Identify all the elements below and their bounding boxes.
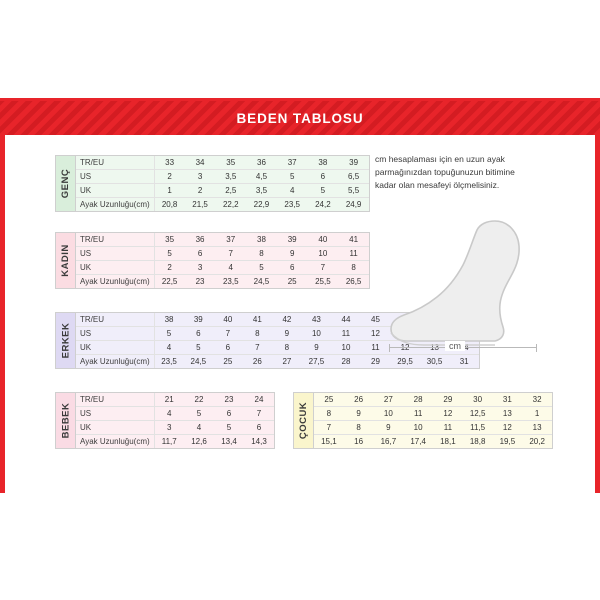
table-row — [76, 233, 369, 247]
cell: 26 — [344, 393, 374, 407]
cell: 2,5 — [215, 184, 246, 198]
cell: 9 — [277, 247, 308, 261]
cell: 5 — [184, 407, 214, 421]
cell: 39 — [184, 313, 214, 327]
table-side-label-text: ÇOCUK — [298, 401, 309, 440]
table-side-label-cocuk — [294, 393, 314, 448]
table-row — [76, 170, 369, 184]
cell: 32 — [522, 393, 552, 407]
table-side-label-erkek — [56, 313, 76, 368]
cell: 31 — [459, 356, 469, 366]
table-row — [314, 393, 552, 407]
cell: 6 — [213, 341, 243, 355]
cell: 35 — [154, 233, 185, 247]
cell: 4 — [277, 184, 308, 198]
cell: 23,5 — [161, 356, 177, 366]
cell: 10 — [374, 407, 404, 421]
row-label: Ayak Uzunluğu(cm) — [76, 197, 154, 211]
table-block-cocuk — [293, 392, 553, 449]
table-side-label-text: BEBEK — [60, 402, 72, 439]
cell: 28 — [403, 393, 433, 407]
cell: 9 — [374, 421, 404, 435]
cell: 5 — [184, 341, 214, 355]
row-label: UK — [76, 261, 154, 275]
cell: 9 — [344, 407, 374, 421]
cell: 40 — [308, 233, 339, 247]
cell: 30,5 — [426, 356, 443, 366]
cell: 18,8 — [469, 436, 486, 446]
table-row — [76, 261, 369, 275]
table-row — [76, 421, 274, 435]
cell: 26 — [252, 356, 262, 366]
cell: 12,5 — [463, 407, 493, 421]
row-label: US — [76, 247, 154, 261]
cell: 36 — [246, 156, 277, 170]
row-label: TR/EU — [76, 156, 154, 170]
cell: 8 — [243, 327, 273, 341]
cell: 35 — [215, 156, 246, 170]
cell: 3 — [185, 261, 216, 275]
cell: 12,6 — [191, 436, 207, 446]
row-label: TR/EU — [76, 233, 154, 247]
cell: 34 — [185, 156, 216, 170]
table-row — [76, 197, 369, 211]
cell: 29,5 — [397, 356, 413, 366]
cell: 8 — [344, 421, 374, 435]
cell: 24,2 — [315, 199, 331, 209]
cell: 8 — [338, 261, 369, 275]
chart-sheet — [0, 98, 600, 493]
cell: 5 — [214, 421, 244, 435]
dimension-label: cm — [445, 341, 465, 351]
foot-illustration — [377, 215, 552, 355]
table-row — [76, 156, 369, 170]
cell: 11 — [331, 327, 361, 341]
table-block-bebek — [55, 392, 275, 449]
cell: 37 — [215, 233, 246, 247]
cell: 2 — [185, 184, 216, 198]
measurement-note: cm hesaplaması için en uzun ayak parmağınızdan topuğunuzun bitimine kadar olan mesafeyi ölçmelisiniz. — [375, 154, 515, 191]
cell: 14,3 — [251, 436, 267, 446]
cell: 24,9 — [345, 199, 362, 209]
cell: 7 — [213, 327, 243, 341]
cell: 9 — [302, 341, 332, 355]
cell: 20,2 — [529, 436, 545, 446]
table-row — [76, 184, 369, 198]
size-table-bebek — [76, 393, 274, 448]
cell: 30 — [463, 393, 493, 407]
cell: 16,7 — [380, 436, 397, 446]
row-label: UK — [76, 341, 154, 355]
table-row — [76, 393, 274, 407]
right-red-bar — [595, 135, 600, 490]
cell: 22 — [184, 393, 214, 407]
cell: 6,5 — [338, 170, 369, 184]
cell: 41 — [338, 233, 369, 247]
cell: 28 — [341, 356, 351, 366]
cell: 5 — [154, 327, 184, 341]
cell: 18,1 — [440, 436, 456, 446]
cell: 7 — [308, 261, 339, 275]
cell: 5 — [246, 261, 277, 275]
cell: 4,5 — [246, 170, 277, 184]
cell: 23 — [214, 393, 244, 407]
row-label: TR/EU — [76, 313, 154, 327]
cell: 25 — [287, 276, 297, 286]
cell: 6 — [244, 421, 274, 435]
cell: 10 — [331, 341, 361, 355]
cell: 21,5 — [192, 199, 208, 209]
table-row — [314, 434, 552, 448]
cell: 7 — [244, 407, 274, 421]
table-side-label-text: KADIN — [60, 244, 71, 277]
table-row — [314, 421, 552, 435]
cell: 10 — [403, 421, 433, 435]
cell: 23,5 — [284, 199, 300, 209]
row-label: US — [76, 327, 154, 341]
cell: 24,5 — [190, 356, 207, 366]
row-label: US — [76, 407, 154, 421]
table-side-label-kadin — [56, 233, 76, 288]
chart-body — [5, 135, 595, 493]
cell: 22,2 — [222, 199, 239, 209]
cell: 5 — [154, 247, 185, 261]
cell: 8 — [314, 407, 344, 421]
cell: 27 — [282, 356, 292, 366]
header-band — [0, 101, 600, 135]
cell: 3,5 — [246, 184, 277, 198]
size-table-genc — [76, 156, 369, 211]
cell: 6 — [308, 170, 339, 184]
cell: 4 — [184, 421, 214, 435]
cell: 10 — [302, 327, 332, 341]
cell: 20,8 — [161, 199, 178, 209]
cell: 44 — [331, 313, 361, 327]
cell: 11,7 — [161, 436, 177, 446]
cell: 25 — [223, 356, 233, 366]
table-row — [76, 407, 274, 421]
cell: 11 — [338, 247, 369, 261]
cell: 27,5 — [308, 356, 325, 366]
table-row — [314, 407, 552, 421]
cell: 4 — [215, 261, 246, 275]
cell: 11 — [403, 407, 433, 421]
cell: 12 — [433, 407, 463, 421]
cell: 27 — [374, 393, 404, 407]
cell: 1 — [522, 407, 552, 421]
cell: 24 — [244, 393, 274, 407]
row-label: UK — [76, 184, 154, 198]
table-row — [76, 354, 479, 368]
cell: 22,5 — [161, 276, 178, 286]
cell: 36 — [185, 233, 216, 247]
cell: 3,5 — [215, 170, 246, 184]
cell: 23,5 — [222, 276, 239, 286]
cell: 9 — [272, 327, 302, 341]
cell: 29 — [433, 393, 463, 407]
cell: 19,5 — [499, 436, 516, 446]
table-block-genc — [55, 155, 370, 212]
cell: 3 — [185, 170, 216, 184]
table-row — [76, 274, 369, 288]
cell: 7 — [243, 341, 273, 355]
cell: 12 — [361, 327, 391, 341]
cell: 5,5 — [338, 184, 369, 198]
table-side-label-bebek — [56, 393, 76, 448]
table-row — [76, 247, 369, 261]
cell: 3 — [154, 421, 184, 435]
table-side-label-text: GENÇ — [60, 168, 72, 199]
cell: 6 — [214, 407, 244, 421]
cell: 26,5 — [345, 276, 362, 286]
row-label: TR/EU — [76, 393, 154, 407]
cell: 4 — [154, 407, 184, 421]
cell: 7 — [215, 247, 246, 261]
cell: 21 — [154, 393, 184, 407]
cell: 29 — [371, 356, 380, 366]
cell: 6 — [277, 261, 308, 275]
cell: 22,9 — [253, 199, 270, 209]
foot-side-silhouette-icon — [377, 215, 552, 355]
cell: 24,5 — [253, 276, 270, 286]
table-side-label-genc — [56, 156, 76, 211]
cell: 13 — [522, 421, 552, 435]
cell: 16 — [354, 436, 364, 446]
cell: 11,5 — [463, 421, 493, 435]
cell: 39 — [277, 233, 308, 247]
cell: 5 — [277, 170, 308, 184]
cell: 6 — [185, 247, 216, 261]
cell: 37 — [277, 156, 308, 170]
cell: 39 — [338, 156, 369, 170]
table-row — [76, 434, 274, 448]
cell: 4 — [154, 341, 184, 355]
cell: 23 — [195, 276, 205, 286]
cell: 7 — [314, 421, 344, 435]
cell: 42 — [272, 313, 302, 327]
cell: 13,4 — [221, 436, 237, 446]
cell: 8 — [272, 341, 302, 355]
row-label: UK — [76, 421, 154, 435]
cell: 5 — [308, 184, 339, 198]
row-label: Ayak Uzunluğu(cm) — [76, 434, 154, 448]
page-title: BEDEN TABLOSU — [236, 110, 364, 126]
row-label: Ayak Uzunluğu(cm) — [76, 354, 154, 368]
cell: 38 — [246, 233, 277, 247]
cell: 11 — [361, 341, 391, 355]
row-label: US — [76, 170, 154, 184]
table-side-label-text: ERKEK — [60, 322, 72, 359]
cell: 11 — [433, 421, 463, 435]
cell: 38 — [154, 313, 184, 327]
cell: 31 — [493, 393, 523, 407]
cell: 10 — [308, 247, 339, 261]
cell: 6 — [184, 327, 214, 341]
cell: 8 — [246, 247, 277, 261]
size-table-kadin — [76, 233, 369, 288]
cell: 45 — [361, 313, 391, 327]
table-block-kadin — [55, 232, 370, 289]
cell: 25 — [314, 393, 344, 407]
cell: 12 — [493, 421, 523, 435]
cell: 2 — [154, 170, 185, 184]
cell: 41 — [243, 313, 273, 327]
row-label: Ayak Uzunluğu(cm) — [76, 274, 154, 288]
cell: 17,4 — [410, 436, 426, 446]
size-table-cocuk — [314, 393, 552, 448]
cell: 25,5 — [315, 276, 331, 286]
cell: 38 — [308, 156, 339, 170]
cell: 1 — [154, 184, 185, 198]
cell: 33 — [154, 156, 185, 170]
cell: 13 — [493, 407, 523, 421]
cell: 43 — [302, 313, 332, 327]
cell: 2 — [154, 261, 185, 275]
cell: 40 — [213, 313, 243, 327]
cell: 15,1 — [321, 436, 337, 446]
